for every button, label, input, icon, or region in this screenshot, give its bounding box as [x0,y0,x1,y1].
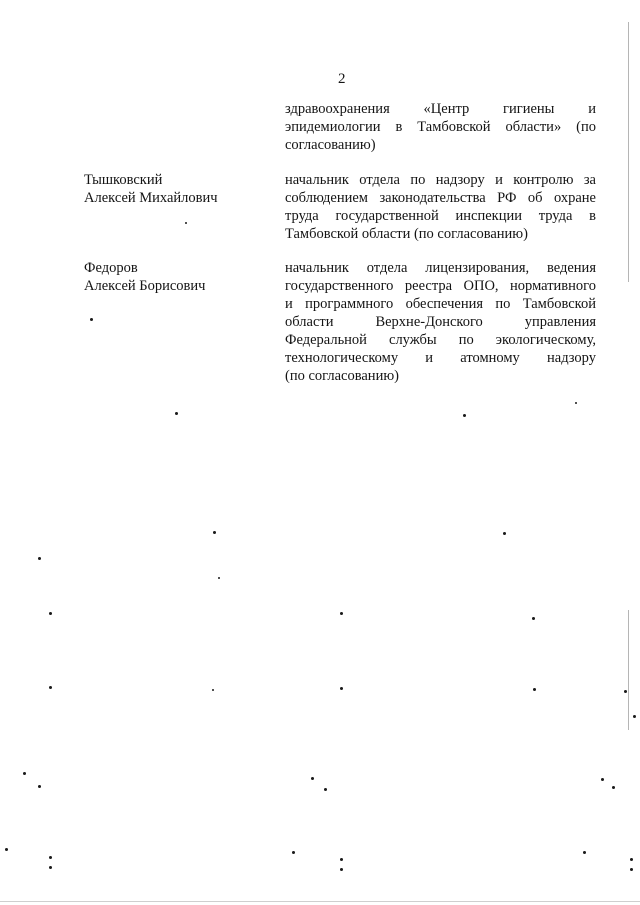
scan-speck [49,856,52,859]
entry-1-duty [285,100,596,154]
scan-speck [532,617,535,620]
scan-speck [503,532,506,535]
page-number: 2 [338,71,346,87]
entry-1-duty-line: здравоохранения «Центр гигиены и [285,101,596,117]
scan-edge-line [628,22,629,282]
entry-3-duty-line: начальник отдела лицензирования, ведения [285,260,596,276]
scan-edge-line [628,610,629,730]
entry-3-duty-line: технологическому и атомному надзору [285,350,596,366]
scan-speck [575,402,577,404]
entry-3-duty-line: (по согласованию) [285,368,399,384]
scan-speck [340,858,343,861]
entry-3-duty-line: области Верхне-Донского управления [285,314,596,330]
scan-speck [633,715,636,718]
scan-speck [213,531,216,534]
scan-speck [90,318,93,321]
entry-1-duty-line: согласованию) [285,137,376,153]
entry-3-duty-line: Федеральной службы по экологическому, [285,332,596,348]
scan-speck [324,788,327,791]
scan-bottom-edge [0,901,640,902]
scan-speck [212,689,214,691]
scan-speck [49,612,52,615]
entry-1-duty-line: эпидемиологии в Тамбовской области» (по [285,119,596,135]
entry-2-surname: Тышковский [84,172,163,188]
entry-2-duty-line: труда государственной инспекции труда в [285,208,596,224]
scan-speck [463,414,466,417]
scan-speck [38,557,41,560]
entry-3-given-names: Алексей Борисович [84,278,206,294]
entry-3-duty-line: и программного обеспечения по Тамбовской [285,296,596,312]
entry-2-given-names: Алексей Михайлович [84,190,218,206]
scan-speck [612,786,615,789]
entry-2-duty-line: соблюдением законодательства РФ об охране [285,190,596,206]
entry-3-duty-line: государственного реестра ОПО, нормативного [285,278,596,294]
scan-speck [583,851,586,854]
entry-2-duty [285,171,596,243]
entry-3-duty [285,259,596,385]
scan-speck [292,851,295,854]
scan-speck [49,866,52,869]
entry-3-surname: Федоров [84,260,138,276]
scan-speck [340,687,343,690]
scan-speck [340,612,343,615]
entry-2-duty-line: начальник отдела по надзору и контролю за [285,172,596,188]
scan-speck [218,577,220,579]
scan-speck [311,777,314,780]
scan-speck [630,868,633,871]
scan-speck [185,222,187,224]
entry-2-duty-line: Тамбовской области (по согласованию) [285,226,528,242]
scan-speck [5,848,8,851]
scan-speck [624,690,627,693]
scan-speck [23,772,26,775]
scan-speck [49,686,52,689]
scan-speck [630,858,633,861]
scan-speck [601,778,604,781]
scan-speck [533,688,536,691]
scan-speck [38,785,41,788]
scan-speck [175,412,178,415]
scan-speck [340,868,343,871]
